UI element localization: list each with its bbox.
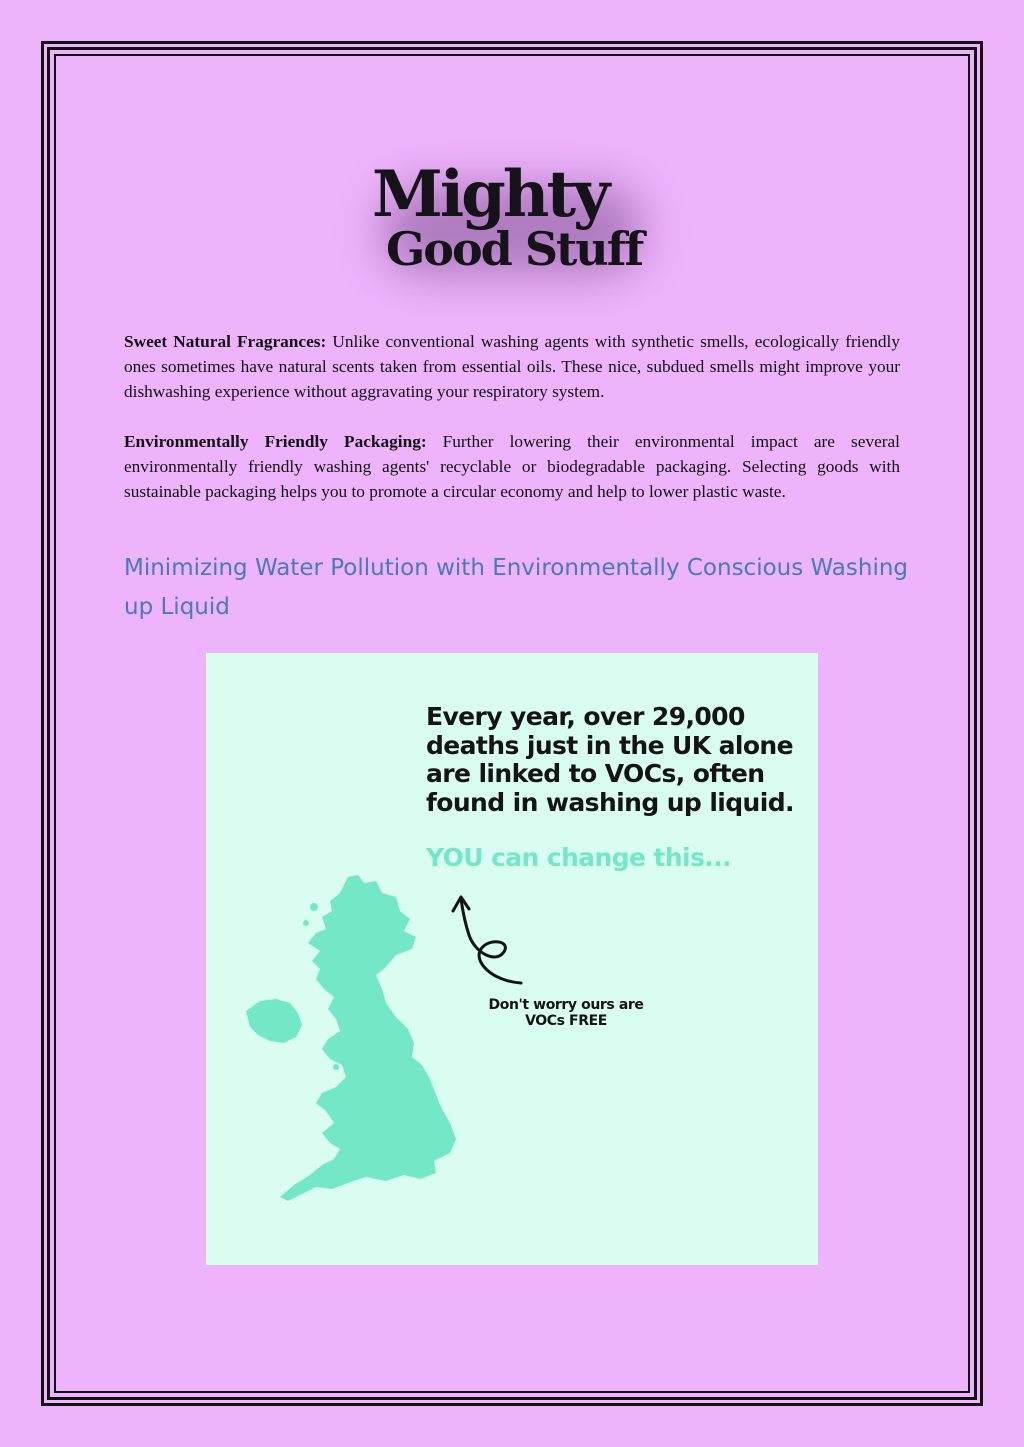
- paragraph-natural-fragrances: [124, 329, 900, 404]
- paragraph-title: Sweet Natural Fragrances:: [124, 332, 327, 351]
- uk-map-illustration: [236, 871, 466, 1205]
- logo-line-2: Good Stuff: [386, 222, 643, 276]
- paragraph-friendly-packaging: [124, 429, 900, 504]
- curly-arrow-icon: [451, 891, 531, 991]
- paragraph-title: Environmentally Friendly Packaging:: [124, 432, 427, 451]
- statistic-line: found in washing up liquid.: [426, 787, 794, 817]
- statistic-line: are linked to VOCs, often: [426, 759, 765, 788]
- call-to-action: YOU can change this...: [426, 843, 731, 872]
- voc-statistic: [426, 703, 796, 817]
- note-line: Don't worry ours are: [488, 997, 644, 1013]
- statistic-line: deaths just in the UK alone: [426, 730, 793, 760]
- brand-logo: [362, 157, 662, 290]
- note-line: VOCs FREE: [525, 1013, 607, 1029]
- voc-infographic: [206, 653, 818, 1265]
- statistic-line: Every year, over 29,000: [426, 702, 745, 731]
- paragraph-text: Further lowering their environmental impact are several environmentally friendly washing agents' recyclable or biodegradable packaging. Selecting goods with sustainable packaging helps you to promote a circular economy and help to lower plastic waste.: [124, 432, 900, 501]
- logo-line-1: Mighty: [372, 157, 608, 232]
- paragraph-text: Unlike conventional washing agents with synthetic smells, ecologically friendly ones sometimes have natural scents taken from essential oils. These nice, subdued smells might improve your dishwashing experience without aggravating your respiratory system.: [124, 332, 900, 401]
- section-heading: Minimizing Water Pollution with Environmentally Conscious Washing up Liquid: [124, 555, 909, 620]
- voc-free-note: [476, 997, 656, 1029]
